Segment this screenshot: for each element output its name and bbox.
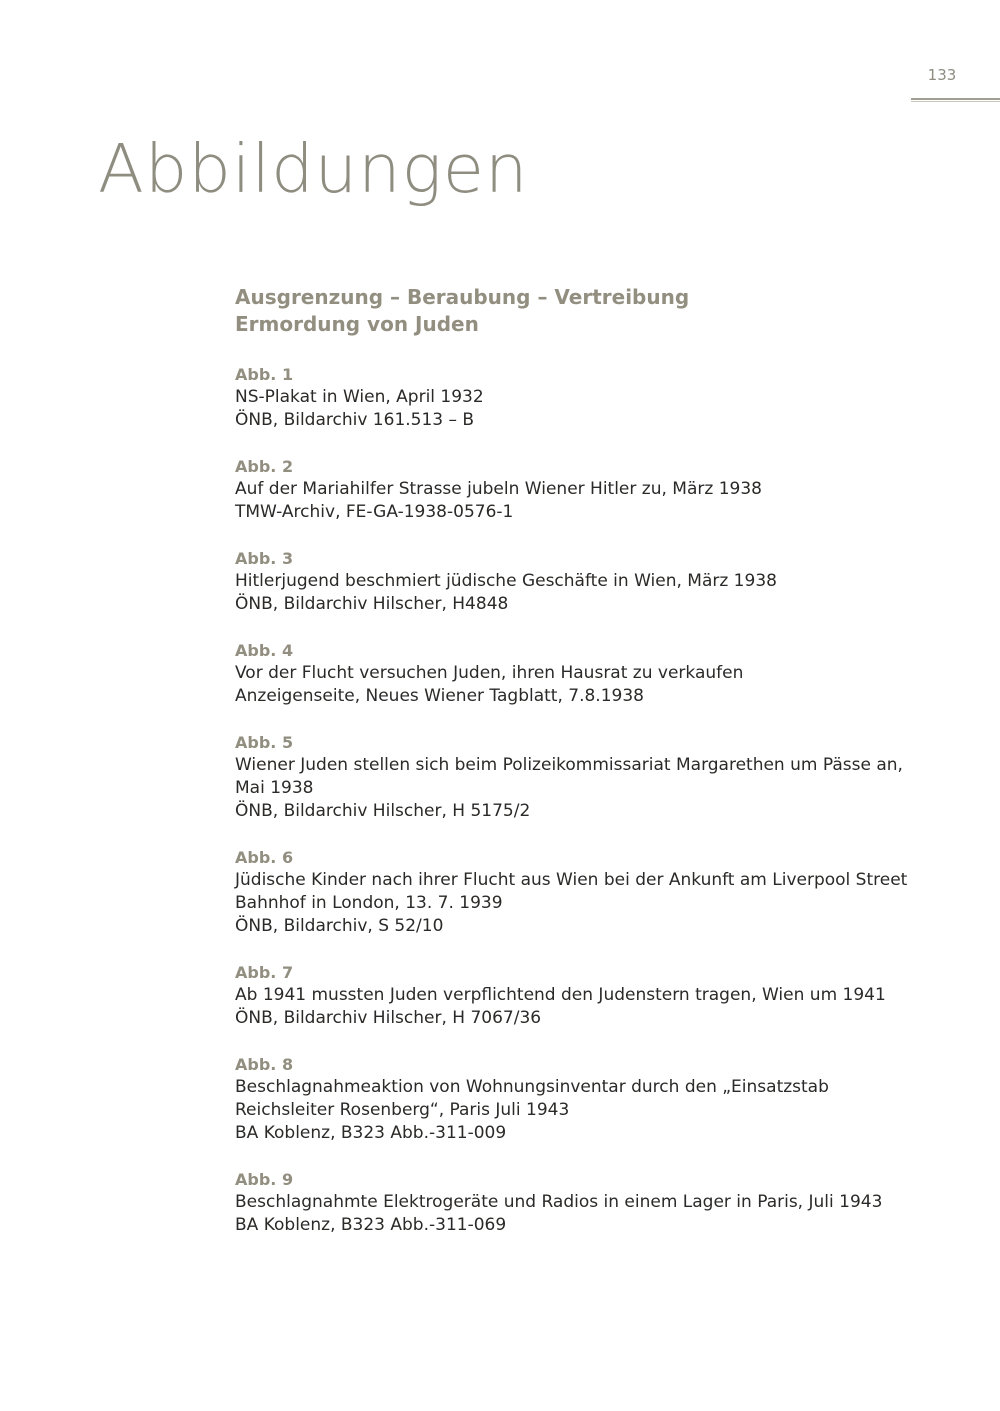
figure-caption: Auf der Mariahilfer Strasse jubeln Wiener Hitler zu, März 1938 bbox=[235, 479, 762, 499]
page-number: 133 bbox=[927, 66, 957, 84]
figure-list bbox=[235, 284, 935, 1260]
figure-caption: Beschlagnahmte Elektrogeräte und Radios in einem Lager in Paris, Juli 1943 bbox=[235, 1192, 883, 1212]
section-heading bbox=[235, 284, 935, 338]
figure-label: Abb. 6 bbox=[235, 848, 294, 867]
figure-source: ÖNB, Bildarchiv 161.513 – B bbox=[235, 410, 475, 430]
figure-label: Abb. 9 bbox=[235, 1170, 294, 1189]
figure-label: Abb. 3 bbox=[235, 549, 294, 568]
figure-caption: Wiener Juden stellen sich beim Polizeikommissariat Margarethen um Pässe an, bbox=[235, 755, 903, 775]
figure-entry bbox=[235, 961, 935, 1030]
figure-caption: Hitlerjugend beschmiert jüdische Geschäfte in Wien, März 1938 bbox=[235, 571, 777, 591]
figure-caption: Reichsleiter Rosenberg“, Paris Juli 1943 bbox=[235, 1100, 570, 1120]
figure-source: BA Koblenz, B323 Abb.-311-009 bbox=[235, 1123, 507, 1143]
figure-entry bbox=[235, 547, 935, 616]
figure-source: ÖNB, Bildarchiv Hilscher, H 5175/2 bbox=[235, 801, 531, 821]
figure-source: ÖNB, Bildarchiv, S 52/10 bbox=[235, 916, 444, 936]
figure-source: TMW-Archiv, FE-GA-1938-0576-1 bbox=[235, 502, 514, 522]
figure-source: ÖNB, Bildarchiv Hilscher, H 7067/36 bbox=[235, 1008, 542, 1028]
figure-label: Abb. 4 bbox=[235, 641, 294, 660]
page-title: Abbildungen bbox=[98, 130, 529, 208]
page-number-rule bbox=[911, 98, 1000, 102]
figure-label: Abb. 8 bbox=[235, 1055, 294, 1074]
figure-caption: Beschlagnahmeaktion von Wohnungsinventar durch den „Einsatzstab bbox=[235, 1077, 829, 1097]
figure-entry bbox=[235, 455, 935, 524]
figure-label: Abb. 5 bbox=[235, 733, 294, 752]
figure-caption: Mai 1938 bbox=[235, 778, 314, 798]
figure-caption: Vor der Flucht versuchen Juden, ihren Hausrat zu verkaufen bbox=[235, 663, 744, 683]
figure-label: Abb. 1 bbox=[235, 365, 294, 384]
figure-caption: NS-Plakat in Wien, April 1932 bbox=[235, 387, 484, 407]
figure-caption: Bahnhof in London, 13. 7. 1939 bbox=[235, 893, 503, 913]
figure-entry bbox=[235, 363, 935, 432]
figure-source: BA Koblenz, B323 Abb.-311-069 bbox=[235, 1215, 507, 1235]
figure-entry bbox=[235, 1168, 935, 1237]
figure-source: Anzeigenseite, Neues Wiener Tagblatt, 7.8.1938 bbox=[235, 686, 644, 706]
figure-entry bbox=[235, 731, 935, 823]
figure-entry bbox=[235, 1053, 935, 1145]
figure-caption: Jüdische Kinder nach ihrer Flucht aus Wien bei der Ankunft am Liverpool Street bbox=[235, 870, 908, 890]
figure-entry bbox=[235, 846, 935, 938]
figure-source: ÖNB, Bildarchiv Hilscher, H4848 bbox=[235, 594, 509, 614]
section-heading-line: Ermordung von Juden bbox=[235, 312, 479, 336]
figure-entry bbox=[235, 639, 935, 708]
figure-label: Abb. 2 bbox=[235, 457, 294, 476]
figure-caption: Ab 1941 mussten Juden verpflichtend den Judenstern tragen, Wien um 1941 bbox=[235, 985, 886, 1005]
figure-label: Abb. 7 bbox=[235, 963, 294, 982]
section-heading-line: Ausgrenzung – Beraubung – Vertreibung bbox=[235, 285, 690, 309]
